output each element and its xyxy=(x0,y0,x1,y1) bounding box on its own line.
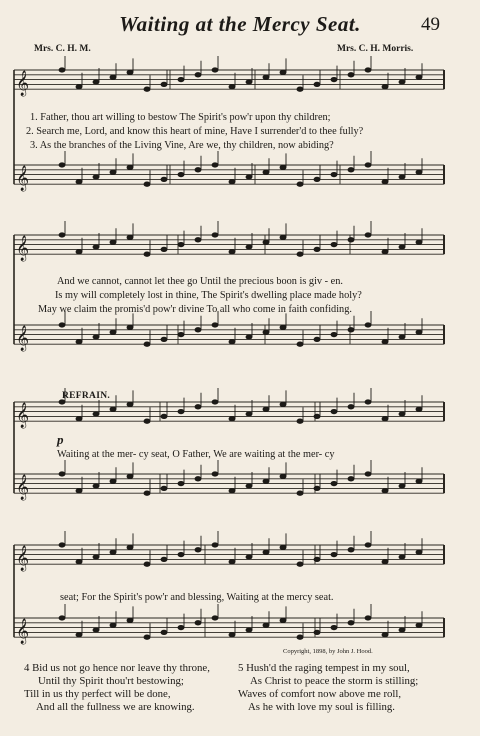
page-number: 49 xyxy=(421,14,440,35)
lyric-line: Is my will completely lost in thine, The Spirit's dwelling place made holy? xyxy=(55,290,362,301)
verse-line: Till in us thy perfect will be done, xyxy=(24,688,171,700)
lyric-line: Waiting at the mer- cy seat, O Father, We are waiting at the mer- cy xyxy=(57,449,335,460)
dynamic-marking: p xyxy=(57,432,64,447)
svg-text:𝄞: 𝄞 xyxy=(16,166,30,192)
refrain-label: REFRAIN. xyxy=(62,391,111,401)
svg-text:𝄞: 𝄞 xyxy=(16,236,30,262)
verse-line: As he with love my soul is filling. xyxy=(248,701,395,713)
copyright-notice: Copyright, 1898, by John J. Hood. xyxy=(283,648,373,655)
svg-text:𝄞: 𝄞 xyxy=(16,546,30,572)
lyric-line: 3. As the branches of the Living Vine, Are we, thy children, now abiding? xyxy=(30,140,334,151)
svg-text:𝄞: 𝄞 xyxy=(16,619,30,645)
hymn-title: Waiting at the Mercy Seat. xyxy=(119,12,361,36)
verse-line: 4 Bid us not go hence nor leave thy throne, xyxy=(24,662,210,674)
lyric-line: 2. Search me, Lord, and know this heart of mine, Have I surrender'd to thee fully? xyxy=(26,126,364,137)
verse-line: Until thy Spirit thou'rt bestowing; xyxy=(38,675,184,687)
verse-5 xyxy=(238,662,418,714)
lyric-line: May we claim the promis'd pow'r divine To all who come in faith confiding. xyxy=(38,304,352,315)
lyric-line: 1. Father, thou art willing to bestow The Spirit's pow'r upon thy children; xyxy=(30,112,331,123)
composer-credit: Mrs. C. H. Morris. xyxy=(337,44,414,54)
svg-text:𝄞: 𝄞 xyxy=(16,403,30,429)
verse-line: Waves of comfort now above me roll, xyxy=(238,688,402,700)
svg-text:𝄞: 𝄞 xyxy=(16,475,30,501)
svg-text:𝄞: 𝄞 xyxy=(16,326,30,352)
verse-line: 5 Hush'd the raging tempest in my soul, xyxy=(238,662,410,674)
verse-4 xyxy=(24,662,210,714)
lyric-line: And we cannot, cannot let thee go Until the precious boon is giv - en. xyxy=(57,276,343,287)
lyricist-credit: Mrs. C. H. M. xyxy=(34,44,91,54)
verse-line: And all the fullness we are knowing. xyxy=(36,701,195,713)
svg-text:𝄞: 𝄞 xyxy=(16,71,30,97)
lyric-line: seat; For the Spirit's pow'r and blessing, Waiting at the mercy seat. xyxy=(60,592,334,603)
verse-line: As Christ to peace the storm is stilling; xyxy=(250,675,419,687)
